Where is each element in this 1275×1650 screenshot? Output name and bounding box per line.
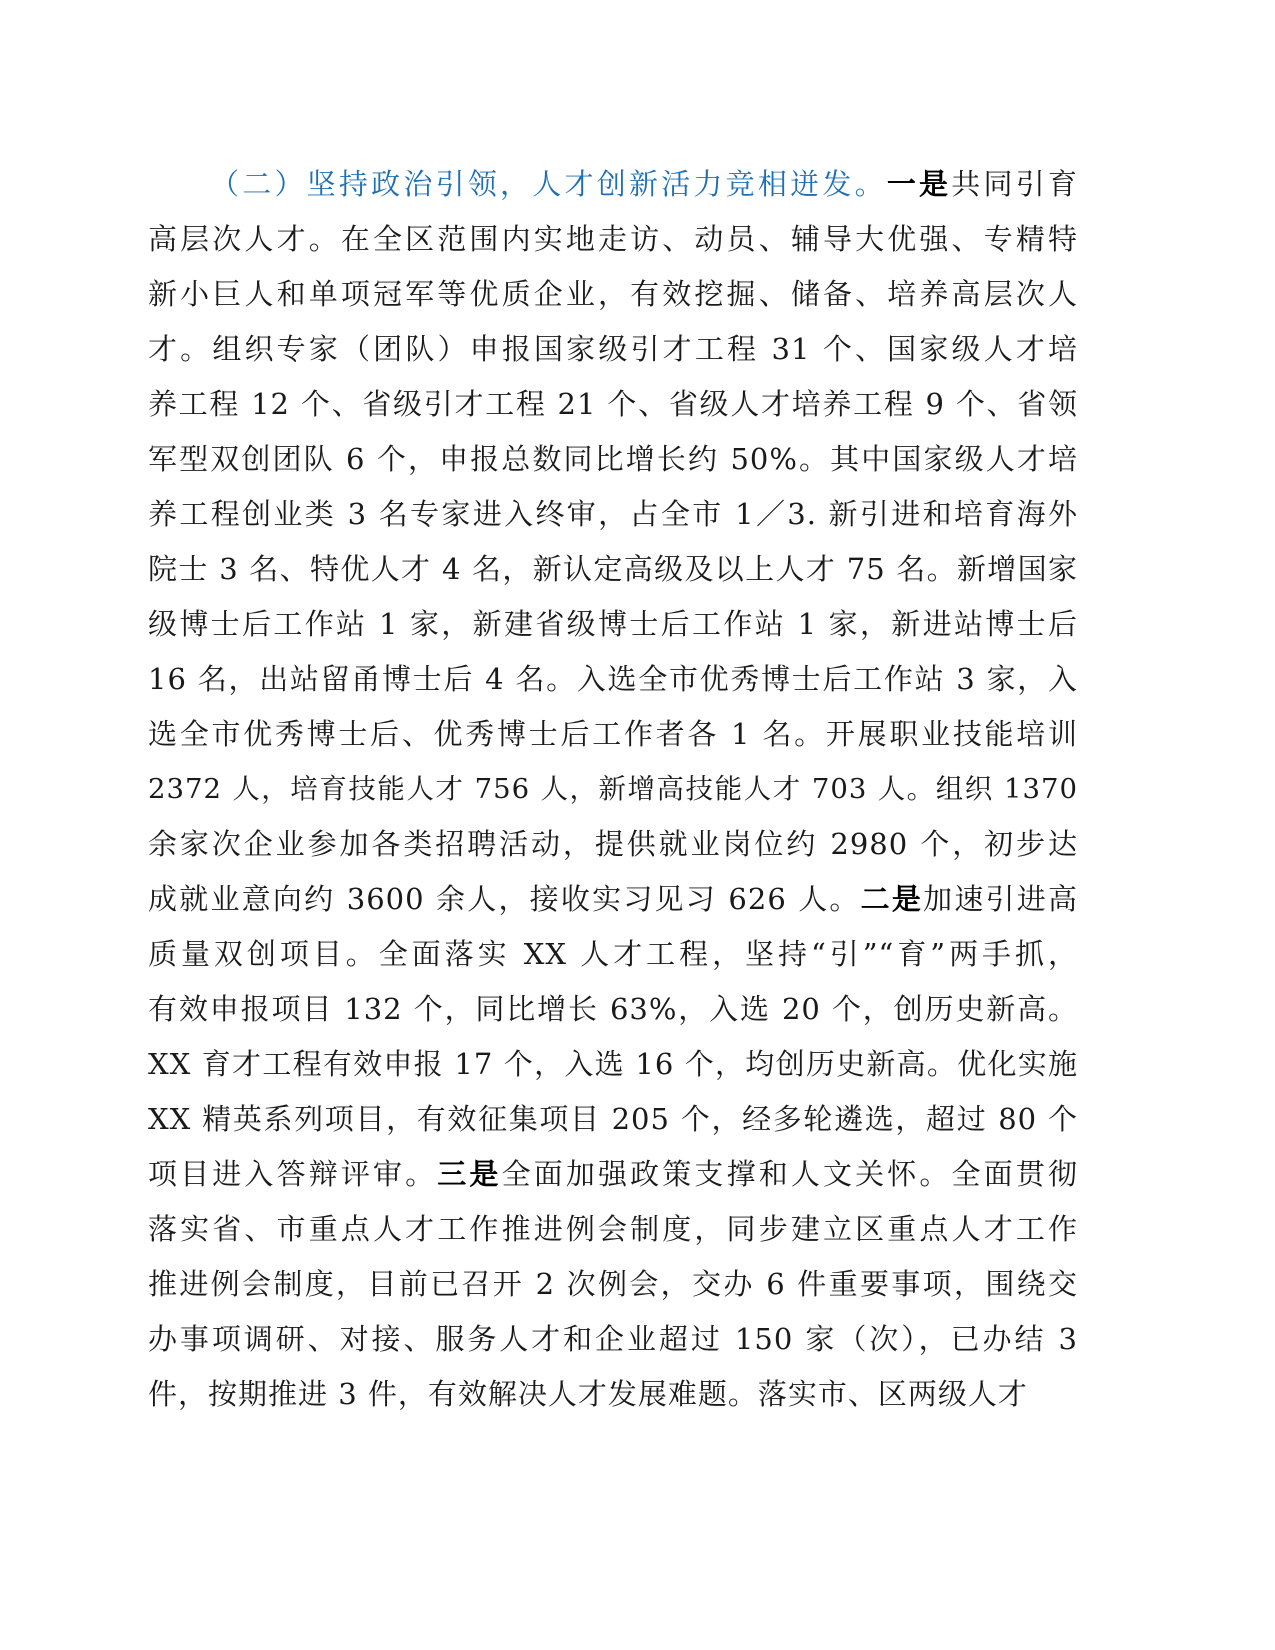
line-text: 件，按期推进 3 件，有效解决人才发展难题。落实市、区两级人才 (148, 1377, 1028, 1411)
paragraph-line (148, 982, 1078, 1037)
paragraph-line (148, 1367, 1078, 1422)
line-text: 才。组织专家（团队）申报国家级引才工程 31 个、国家级人才培 (148, 332, 1078, 366)
paragraph-line (148, 157, 1078, 212)
body-paragraph (148, 157, 1078, 1422)
line-text: 级博士后工作站 1 家，新建省级博士后工作站 1 家，新进站博士后 (148, 607, 1078, 641)
line-text: XX 精英系列项目，有效征集项目 205 个，经多轮遴选，超过 80 个 (148, 1102, 1078, 1136)
paragraph-line (148, 212, 1078, 267)
paragraph-line (148, 762, 1078, 817)
point-marker: 二是 (860, 882, 924, 916)
line-text: 军型双创团队 6 个，申报总数同比增长约 50%。其中国家级人才培 (148, 442, 1078, 476)
paragraph-line (148, 1037, 1078, 1092)
paragraph-line (148, 597, 1078, 652)
line-text: 成就业意向约 3600 余人，接收实习见习 626 人。 (148, 882, 861, 916)
paragraph-line (148, 1202, 1078, 1257)
line-text: 加速引进高 (923, 882, 1078, 916)
line-text: 办事项调研、对接、服务人才和企业超过 150 家（次），已办结 3 (148, 1322, 1078, 1356)
line-text: 全面加强政策支撑和人文关怀。全面贯彻 (501, 1157, 1078, 1191)
paragraph-line (148, 1147, 1078, 1202)
paragraph-line (148, 432, 1078, 487)
line-text: 选全市优秀博士后、优秀博士后工作者各 1 名。开展职业技能培训 (148, 717, 1078, 751)
point-marker: 一是 (886, 167, 952, 201)
paragraph-line (148, 1092, 1078, 1147)
paragraph-line (148, 377, 1078, 432)
paragraph-line (148, 1257, 1078, 1312)
section-heading: （二）坚持政治引领，人才创新活力竞相迸发。 (210, 167, 887, 201)
paragraph-line (148, 1312, 1078, 1367)
paragraph-line (148, 267, 1078, 322)
line-text: 推进例会制度，目前已召开 2 次例会，交办 6 件重要事项，围绕交 (148, 1267, 1078, 1301)
paragraph-line (148, 322, 1078, 377)
paragraph-line (148, 487, 1078, 542)
line-text: 新小巨人和单项冠军等优质企业，有效挖掘、储备、培养高层次人 (148, 277, 1078, 311)
line-text: 院士 3 名、特优人才 4 名，新认定高级及以上人才 75 名。新增国家 (148, 552, 1078, 586)
paragraph-line (148, 707, 1078, 762)
paragraph-line (148, 652, 1078, 707)
line-text: 养工程 12 个、省级引才工程 21 个、省级人才培养工程 9 个、省领 (148, 387, 1078, 421)
line-text: 质量双创项目。全面落实 XX 人才工程，坚持“引”“育”两手抓， (148, 937, 1078, 971)
paragraph-line (148, 872, 1078, 927)
line-text: 养工程创业类 3 名专家进入终审，占全市 1／3. 新引进和培育海外 (148, 497, 1078, 531)
paragraph-line (148, 927, 1078, 982)
point-marker: 三是 (437, 1157, 502, 1191)
line-text: 共同引育 (951, 167, 1078, 201)
line-text: 项目进入答辩评审。 (148, 1157, 438, 1191)
paragraph-line (148, 542, 1078, 597)
line-text: 高层次人才。在全区范围内实地走访、动员、辅导大优强、专精特 (148, 222, 1078, 256)
paragraph-line (148, 817, 1078, 872)
line-text: XX 育才工程有效申报 17 个，入选 16 个，均创历史新高。优化实施 (148, 1047, 1078, 1081)
line-text: 余家次企业参加各类招聘活动，提供就业岗位约 2980 个，初步达 (148, 827, 1078, 861)
line-text: 16 名，出站留甬博士后 4 名。入选全市优秀博士后工作站 3 家，入 (148, 662, 1078, 696)
line-text: 落实省、市重点人才工作推进例会制度，同步建立区重点人才工作 (148, 1212, 1078, 1246)
line-text: 有效申报项目 132 个，同比增长 63%，入选 20 个，创历史新高。 (148, 992, 1078, 1026)
line-text: 2372 人，培育技能人才 756 人，新增高技能人才 703 人。组织 1370 (148, 773, 1078, 805)
